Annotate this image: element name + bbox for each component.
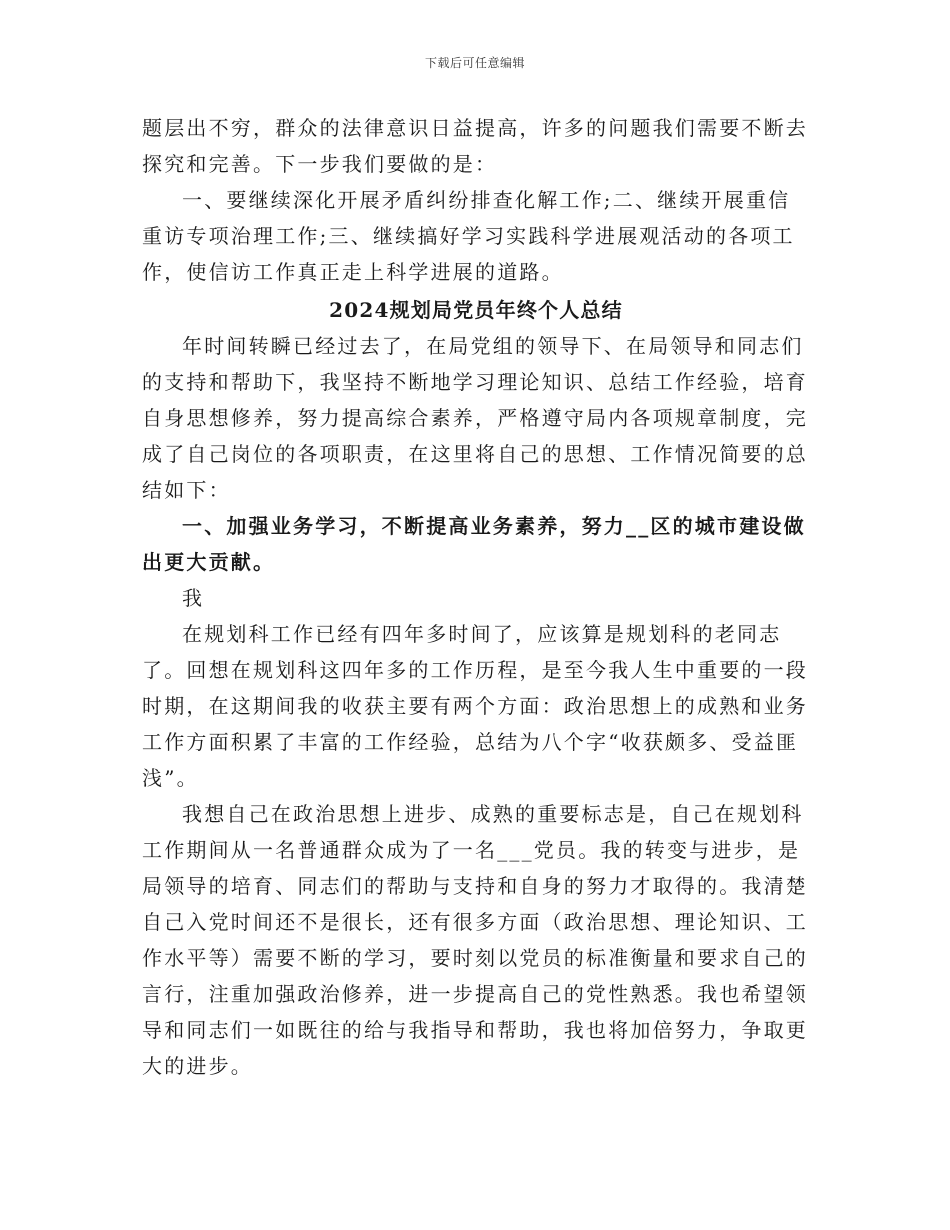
paragraph-work-experience: 在规划科工作已经有四年多时间了，应该算是规划科的老同志了。回想在规划科这四年多的工作历程，是至今我人生中重要的一段时期，在这期间我的收获主要有两个方面：政治思想上的成熟和业务工作方面积累了丰富的工作经验，总结为八个字“收获颇多、受益匪浅”。 — [142, 622, 808, 790]
paragraph-intro: 年时间转瞬已经过去了，在局党组的领导下、在局领导和同志们的支持和帮助下，我坚持不断地学习理论知识、总结工作经验，培育自身思想修养，努力提高综合素养，严格遵守局内各项规章制度，完成了自己岗位的各项职责，在这里将自己的思想、工作情况简要的总结如下： — [142, 334, 808, 502]
paragraph-continued: 题层出不穷，群众的法律意识日益提高，许多的问题我们需要不断去探究和完善。下一步我们要做的是： — [142, 116, 808, 176]
paragraph-fragment: 我 — [182, 586, 205, 610]
paragraph-next-steps: 一、要继续深化开展矛盾纠纷排查化解工作;二、继续开展重信重访专项治理工作;三、继续搞好学习实践科学进展观活动的各项工作，使信访工作真正走上科学进展的道路。 — [142, 188, 795, 284]
document-title: 2024规划局党员年终个人总结 — [329, 298, 623, 322]
paragraph-political-progress: 我想自己在政治思想上进步、成熟的重要标志是，自己在规划科工作期间从一名普通群众成为了一名___党员。我的转变与进步，是局领导的培育、同志们的帮助与支持和自身的努力才取得的。我清楚自己入党时间还不是很长，还有很多方面（政治思想、理论知识、工作水平等）需要不断的学习，要时刻以党员的标准衡量和要求自己的言行，注重加强政治修养，进一步提高自己的党性熟悉。我也希望领导和同志们一如既往的给与我指导和帮助，我也将加倍努力，争取更大的进步。 — [142, 802, 808, 1078]
document-body — [142, 110, 810, 1084]
section-heading-1: 一、加强业务学习，不断提高业务素养，努力__区的城市建设做出更大贡献。 — [142, 514, 806, 574]
page-header: 下载后可任意编辑 — [424, 56, 525, 70]
